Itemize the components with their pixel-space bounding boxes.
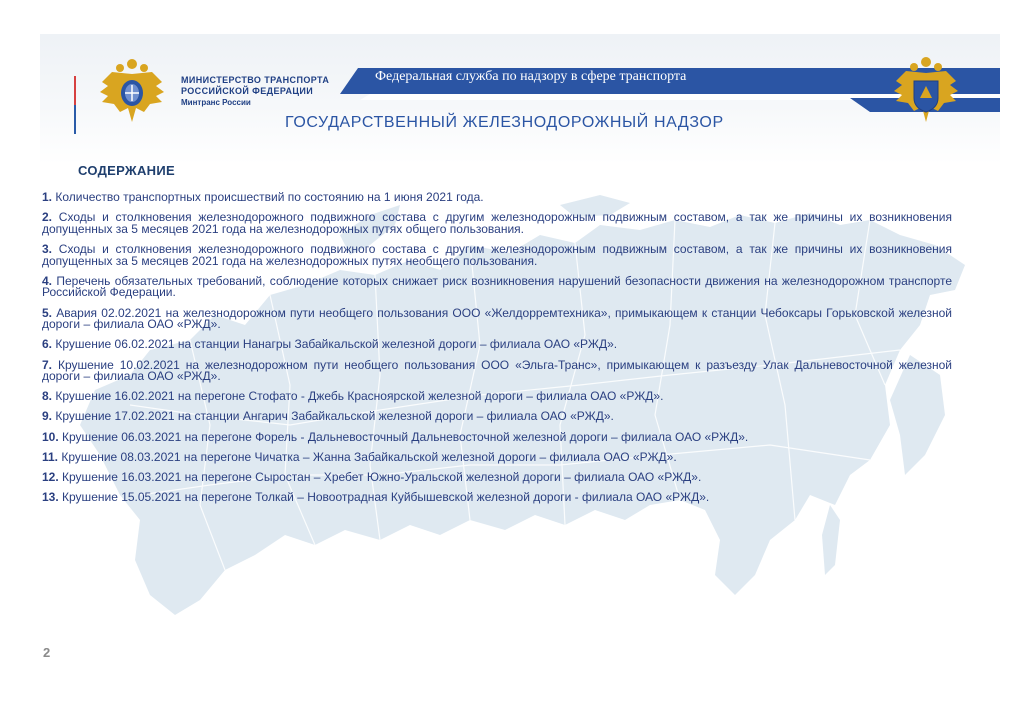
toc-item-text: Крушение 06.02.2021 на станции Нанагры Забайкальской железной дороги – филиала ОАО «РЖД». xyxy=(55,337,618,352)
toc-item-number: 9. xyxy=(42,409,53,424)
toc-item-number: 2. xyxy=(42,210,53,225)
agency-name: Федеральная служба по надзору в сфере транспорта xyxy=(375,69,687,84)
toc-item-text: Крушение 17.02.2021 на станции Ангарич Забайкальской железной дороги – филиала ОАО «РЖД». xyxy=(55,409,614,424)
section-title: ГОСУДАРСТВЕННЫЙ ЖЕЛЕЗНОДОРОЖНЫЙ НАДЗОР xyxy=(285,114,724,131)
toc-item-number: 11. xyxy=(42,449,59,464)
page-number: 2 xyxy=(43,645,51,660)
toc-item-text: Крушение 16.03.2021 на перегоне Сыростан – Хребет Южно-Уральской железной дороги – филиала ОАО «РЖД». xyxy=(62,470,702,485)
toc-item xyxy=(42,429,952,444)
toc-heading: СОДЕРЖАНИЕ xyxy=(78,163,175,178)
toc-item-text: Крушение 08.03.2021 на перегоне Чичатка – Жанна Забайкальской железной дороги – филиала ОАО «РЖД». xyxy=(61,449,677,464)
toc-item-number: 12. xyxy=(42,470,59,485)
toc-item-number: 1. xyxy=(42,190,53,204)
toc-item-number: 10. xyxy=(42,429,59,444)
table-of-contents xyxy=(42,163,952,512)
toc-item xyxy=(42,391,952,403)
toc-item-text: Крушение 16.02.2021 на перегоне Стофато - Джебь Красноярской железной дороги – филиала ОАО «РЖД». xyxy=(55,389,664,404)
toc-item xyxy=(42,492,952,504)
toc-item-text: Сходы и столкновения железнодорожного подвижного состава с другим железнодорожным подвижным составом, а так же причины их возникновения допущенных за 5 месяцев 2021 года на железнодорожных путях общего пользования. xyxy=(42,210,952,236)
agency-eagle-emblem-icon xyxy=(892,54,960,126)
ministry-short-name: Минтранс России xyxy=(181,98,251,107)
accent-bar xyxy=(74,76,76,134)
toc-item-number: 8. xyxy=(42,389,53,404)
toc-item xyxy=(42,472,952,484)
toc-item-number: 3. xyxy=(42,241,53,256)
header xyxy=(0,0,1024,175)
toc-item-number: 6. xyxy=(42,337,53,352)
toc-item xyxy=(42,212,952,235)
toc-item-number: 7. xyxy=(42,357,53,372)
ministry-name xyxy=(181,75,351,108)
toc-item xyxy=(42,273,952,300)
map-sakhalin xyxy=(822,505,840,575)
toc-item-text: Крушение 06.03.2021 на перегоне Форель - Дальневосточный Дальневосточной железной дороги – филиала ОАО «РЖД». xyxy=(62,429,749,444)
toc-item xyxy=(42,241,952,268)
toc-item xyxy=(42,411,952,423)
toc-item-number: 5. xyxy=(42,305,53,320)
toc-item xyxy=(42,305,952,332)
toc-item-text: Авария 02.02.2021 на железнодорожном пути необщего пользования ООО «Желдорремтехника», примыкающем к станции Чебоксары Горьковской железной дороги – филиала ОАО «РЖД». xyxy=(42,305,952,332)
toc-item-text: Сходы и столкновения железнодорожного подвижного состава с другим железнодорожным подвижным составом, а так же причины их возникновения допущенных за 5 месяцев 2021 года на железнодорожных путях необщего пользования. xyxy=(42,241,952,268)
toc-item-text: Перечень обязательных требований, соблюдение которых снижает риск возникновения нарушений безопасности движения на железнодорожном транспорте Российской Федерации. xyxy=(42,273,952,300)
toc-item xyxy=(42,192,952,204)
toc-item-number: 4. xyxy=(42,273,53,288)
toc-list xyxy=(42,192,952,504)
toc-item xyxy=(42,339,952,351)
toc-item-text: Крушение 10.02.2021 на железнодорожном пути необщего пользования ООО «Эльга-Транс», примыкающем к разъезду Улак Дальневосточной железной дороги – филиала ОАО «РЖД». xyxy=(42,357,952,384)
ministry-name-line1: МИНИСТЕРСТВО ТРАНСПОРТА xyxy=(181,75,330,85)
ministry-name-line2: РОССИЙСКОЙ ФЕДЕРАЦИИ xyxy=(181,86,314,96)
toc-item-text: Количество транспортных происшествий по состоянию на 1 июня 2021 года. xyxy=(55,190,484,204)
toc-item xyxy=(42,357,952,384)
toc-item-number: 13. xyxy=(42,490,59,505)
ministry-eagle-emblem-icon xyxy=(98,56,166,126)
toc-item-text: Крушение 15.05.2021 на перегоне Толкай – Новоотрадная Куйбышевской железной дороги - филиала ОАО «РЖД». xyxy=(62,490,710,505)
toc-item xyxy=(42,449,952,464)
